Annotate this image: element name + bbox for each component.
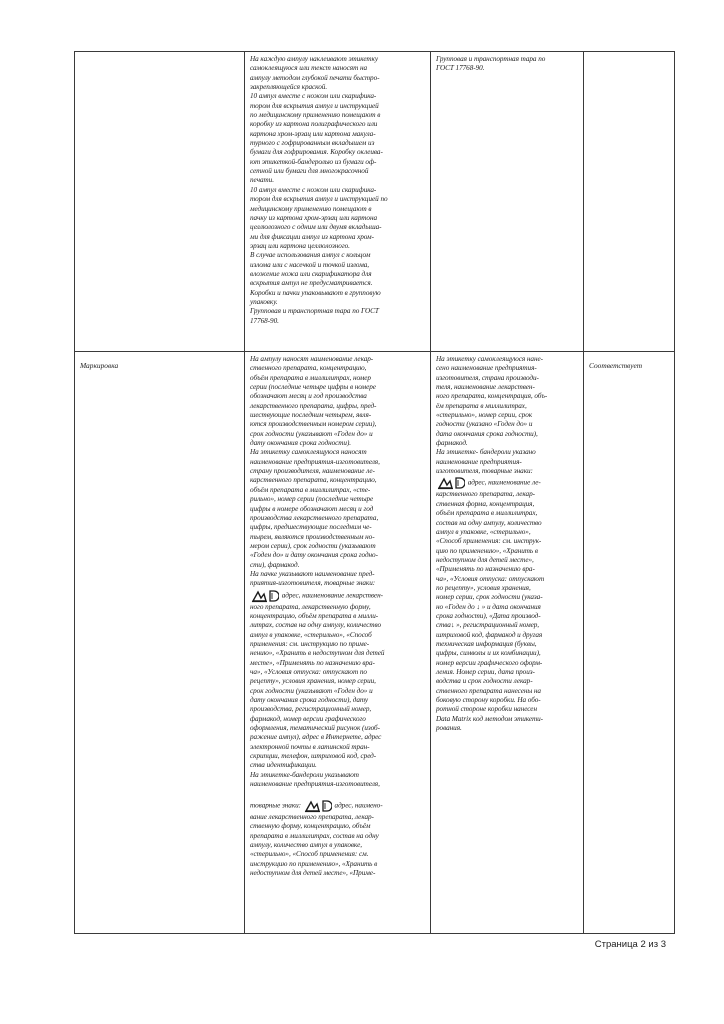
text-line: недоступном для детей месте», — [436, 555, 534, 564]
text-line: теля, наименование лекарствен- — [436, 383, 535, 392]
text-line: страну производителя, наименование ле- — [250, 467, 375, 476]
page-number: Страница 2 из 3 — [594, 939, 666, 950]
text-line: картона хром-эрзац или картона макула- — [250, 129, 376, 138]
text-line: излома или с насечкой и точкой излома, — [250, 260, 370, 269]
trademark-logo-icon — [437, 476, 465, 490]
requirement-text — [250, 355, 426, 878]
text-line: турного с гофрированным вкладышем из — [250, 139, 375, 148]
text-line: тырем, являются производственным но- — [250, 532, 375, 541]
text-line: ампулу методом глубокой печати быстро- — [250, 73, 380, 82]
text-line: ют этикеткой-бандеролью из бумаги оф- — [250, 157, 377, 166]
text-line: серии (последние четыре цифры в номере — [250, 383, 376, 392]
text-line: дата окончания срока годности), — [436, 429, 538, 438]
text-line: по рецепту», условия хранения, — [436, 583, 531, 592]
text-line: коробку из картона полиграфического или — [250, 120, 378, 129]
cell-actual-marking — [431, 352, 584, 934]
text-line: печати. — [250, 176, 274, 185]
text-line: номер версии графического оформ- — [436, 658, 543, 667]
text-line: оформления, тематический рисунок (изоб- — [250, 724, 380, 733]
text-line: производства, регистрационный номер, — [250, 705, 372, 714]
text-line — [250, 789, 426, 798]
text-line: срока годности), «Дата производ- — [436, 611, 541, 620]
text-line: цифры, предшествующие последним че- — [250, 523, 372, 532]
table-row-packaging — [75, 52, 675, 352]
text-line: рецепту», условия хранения, номер серии, — [250, 677, 376, 686]
text-line: вскрытия ампул не предусматривается. — [250, 279, 373, 288]
text-line: 17768-90. — [250, 316, 279, 325]
text-line: самоклеящуюся или текст наносят на — [250, 64, 368, 73]
text-line: ротной стороне коробки нанесен — [436, 705, 537, 714]
text-line: месте», «Применять по назначению вра- — [250, 658, 375, 667]
text-line: ампулу, количество ампул в упаковке, — [250, 840, 362, 849]
cell-actual-packaging — [431, 52, 584, 352]
text-line: дату окончания срока годности), дату — [250, 696, 369, 705]
text-line: обозначают месяц и год производства — [250, 392, 367, 401]
text-line: изготовителя, страна производи- — [436, 373, 539, 382]
text-line: вложение ножа или скарификатора для — [250, 269, 372, 278]
cell-conformity-empty — [584, 52, 675, 352]
text-line: электронной почты в латинской тран- — [250, 742, 370, 751]
text-line: сено наименование предприятия- — [436, 364, 537, 373]
text-line: ственного препарата нанесены на — [436, 686, 541, 695]
text-line: рования. — [436, 724, 462, 733]
text-line: ственную форму, концентрацию, объём — [250, 822, 371, 831]
text-line: «Применять по назначению вра- — [436, 565, 535, 574]
text-line: ча», «Условия отпуска: отпускают — [436, 574, 545, 583]
text-line: «стерильно», «Способ применения: см. — [250, 850, 369, 859]
text-line: мером серии), срок годности (указывают — [250, 541, 376, 550]
text-line-segment: товарные знаки: — [250, 801, 303, 810]
text-line: наименование предприятия-изготовителя, — [250, 780, 380, 789]
text-line: концентрацию, объём препарата в милли- — [250, 611, 379, 620]
text-line: цифры в номере обозначают месяц и год — [250, 504, 374, 513]
text-line: ампул в упаковке, «стерильно», «Способ — [250, 630, 372, 639]
cell-conformity-marking — [584, 352, 675, 934]
text-line: В случае использования ампул с кольцом — [250, 251, 371, 260]
text-line: Групповая и транспортная тара по — [436, 55, 546, 63]
text-line: ления. Номер серии, дата произ- — [436, 668, 535, 676]
text-line: фармакод, номер версии графического — [250, 714, 366, 723]
text-line: шествующие последним четырем, явля- — [250, 411, 372, 420]
requirement-text — [250, 55, 426, 326]
text-line: вание лекарственного препарата, лекар- — [250, 812, 374, 821]
text-line: номер серии, срок годности (указа- — [436, 593, 543, 602]
text-line: На этикетке-бандероли указывают — [250, 770, 359, 779]
cell-parameter-empty — [75, 52, 245, 352]
cell-requirement-marking — [245, 352, 431, 934]
text-line: ём препарата в миллилитрах, — [436, 401, 527, 410]
text-line: «стерильно», номер серии, срок — [436, 411, 533, 420]
text-line: бумаги для гофрирования. Коробку оклеива- — [250, 148, 383, 157]
text-line: ства идентификации. — [250, 761, 317, 770]
text-line: скрипции, телефон, штриховой код, сред- — [250, 752, 377, 761]
text-line: фармакод. — [436, 439, 468, 448]
text-line: ражение ампул), адрес в Интернете, адрес — [250, 733, 382, 742]
actual-text — [436, 55, 579, 74]
text-line: ются производственным номером серии), — [250, 420, 377, 429]
text-line: по медицинскому применению помещают в — [250, 111, 381, 120]
text-line: ственная форма, концентрация, — [436, 499, 535, 508]
text-line: На ампулу наносят наименование лекар- — [250, 355, 374, 363]
text-line: применения: см. инструкцию по приме- — [250, 639, 370, 648]
text-line: На каждую ампулу наклеивают этикетку — [250, 55, 378, 63]
text-line: штриховой код, фармакод и другая — [436, 630, 543, 639]
text-line: эрзац или картона целлюлозного. — [250, 241, 350, 250]
text-line: ча», «Условия отпуска: отпускают по — [250, 668, 367, 676]
table-row-marking — [75, 352, 675, 934]
text-line: дату окончания срока годности). — [250, 439, 352, 448]
text-line: карственного препарата, концентрацию, — [250, 476, 377, 485]
text-line: На этикетке- бандероли указано — [436, 448, 536, 457]
text-line-segment: адрес, наименование ле- — [466, 479, 541, 488]
text-line: сти), фармакод. — [250, 560, 300, 569]
text-line: годности (указано «Годен до» и — [436, 420, 533, 429]
cell-parameter-marking — [75, 352, 245, 934]
text-line: упаковку. — [250, 297, 278, 306]
text-line: тором для вскрытия ампул и инструкцией по — [250, 195, 388, 204]
text-line: ства↓ », регистрационный номер, — [436, 621, 540, 630]
text-line: производства лекарственного препарата, — [250, 513, 379, 522]
text-line — [250, 589, 426, 603]
text-line: цию по применению», «Хранить в — [436, 546, 538, 555]
text-line — [436, 476, 579, 490]
text-line: лекарственного препарата, цифры, пред- — [250, 401, 377, 410]
text-line: медицинскому применению помещают в — [250, 204, 372, 213]
text-line-segment: адрес, наимено- — [332, 801, 383, 810]
text-line: объём препарата в миллилитрах, «сте- — [250, 485, 371, 494]
parameter-label: Маркировка — [80, 361, 119, 370]
text-line: приятия-изготовителя, товарные знаки: — [250, 579, 376, 588]
text-line — [250, 799, 426, 813]
text-line: ного препарата, концентрация, объ- — [436, 392, 548, 401]
text-line: препарата в миллилитрах, состав на одну — [250, 831, 379, 840]
text-line: рильно», номер серии (последние четыре — [250, 495, 374, 504]
text-line: но «Годен до ↓ » и дата окончания — [436, 602, 541, 611]
text-line: целлюлозного с одним или двумя вкладыша- — [250, 223, 382, 232]
text-line: «Способ применения: см. инструк- — [436, 537, 542, 546]
text-line: водства и срок годности лекар- — [436, 677, 533, 686]
specification-table — [74, 51, 675, 934]
text-line: объём препарата в миллилитрах, — [436, 509, 538, 518]
text-line: сетной или бумаги для многокрасочной — [250, 167, 369, 176]
text-line: нению», «Хранить в недоступном для детей — [250, 649, 385, 658]
text-line: объём препарата в миллилитрах, номер — [250, 373, 371, 382]
text-line: срок годности (указывают «Годен до» и — [250, 686, 373, 695]
text-line: наименование предприятия-изготовителя, — [250, 457, 380, 466]
text-line: ми для фиксации ампул из картона хром- — [250, 232, 374, 241]
trademark-logo-icon — [251, 589, 279, 603]
text-line: ственного препарата, концентрацию, — [250, 364, 367, 373]
actual-text — [436, 355, 579, 733]
text-line: инструкцию по применению», «Хранить в — [250, 859, 378, 868]
text-line: На этикетку самоклеящуюся нане- — [436, 355, 543, 363]
text-line: боковую сторону коробки. На обо- — [436, 696, 541, 705]
text-line: На этикетку самоклеящуюся наносят — [250, 448, 367, 457]
text-line: наименование предприятия- — [436, 457, 522, 466]
trademark-logo-icon — [304, 799, 332, 813]
text-line: изготовителя, товарные знаки: — [436, 467, 533, 476]
text-line: цифры, символы и их комбинации), — [436, 649, 541, 658]
text-line: закрепляющейся краской. — [250, 83, 328, 92]
text-line: 10 ампул вместе с ножом или скарифика- — [250, 185, 377, 194]
text-line: Коробки и пачки упаковывают в групповую — [250, 288, 381, 297]
text-line-segment: адрес, наименование лекарствен- — [280, 591, 383, 600]
conformity-label: Соответствует — [589, 361, 643, 370]
text-line: литрах, состав на одну ампулу, количество — [250, 621, 382, 630]
text-line: 10 ампул вместе с ножом или скарифика- — [250, 92, 377, 101]
text-line: Data Matrix код методом этикети- — [436, 714, 543, 723]
text-line: Групповая и транспортная тара по ГОСТ — [250, 307, 379, 316]
text-line: состав на одну ампулу, количество — [436, 518, 542, 527]
text-line: ного препарата, лекарственную форму, — [250, 602, 371, 611]
text-line: ампул в упаковке, «стерильно», — [436, 527, 531, 536]
text-line: недоступном для детей месте», «Приме- — [250, 868, 376, 877]
text-line: техническая информация (буквы, — [436, 639, 537, 648]
text-line: На пачке указывают наименование пред- — [250, 569, 375, 578]
text-line: срок годности (указывают «Годен до» и — [250, 429, 373, 438]
text-line: тором для вскрытия ампул и инструкцией — [250, 101, 379, 110]
text-line: пачку из картона хром-эрзац или картона — [250, 213, 378, 222]
cell-requirement-packaging — [245, 52, 431, 352]
text-line: карственного препарата, лекар- — [436, 490, 535, 499]
text-line: ГОСТ 17768-90. — [436, 64, 485, 73]
text-line: «Годен до» и дату окончания срока годно- — [250, 551, 378, 560]
